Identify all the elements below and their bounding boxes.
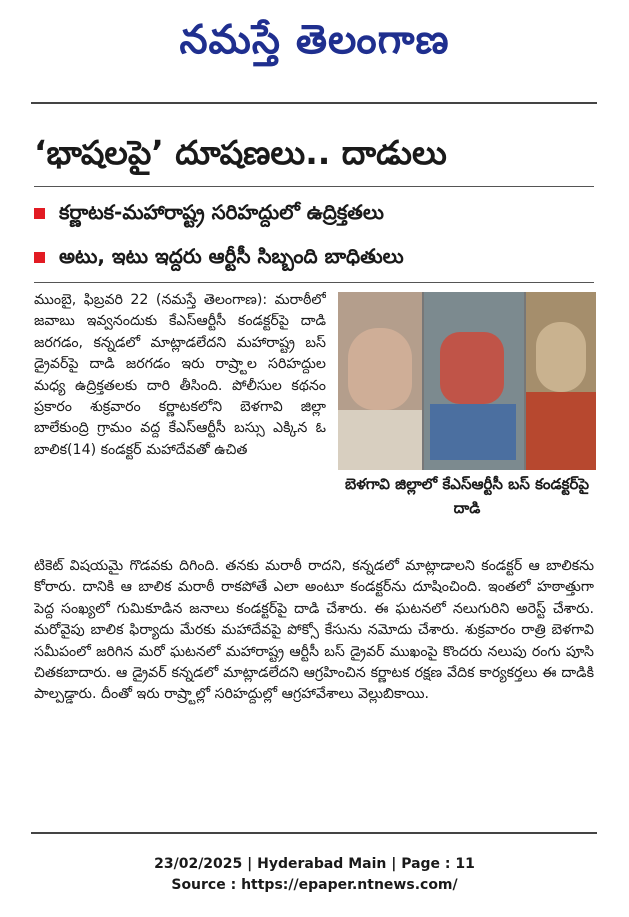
page-footer (0, 854, 629, 896)
divider (34, 186, 594, 187)
subhead-1 (34, 194, 594, 230)
photo-panel-assault (424, 292, 524, 470)
photo-panel-conductor (338, 292, 422, 470)
subhead-2 (34, 238, 594, 274)
footer-source-line: Source : https://epaper.ntnews.com/ (171, 877, 458, 893)
bullet-icon (34, 252, 45, 263)
photo-panel-crowd (526, 292, 596, 470)
divider (34, 282, 594, 283)
article-body-column: ముంబై, ఫిబ్రవరి 22 (నమస్తే తెలంగాణ): మరాఠీలో జవాబు ఇవ్వనందుకు కేఎస్‌ఆర్టీసీ కండక్టర్‌పై దాడి జరగడం, కన్నడలో మాట్లాడలేదని మహారాష్ట్ర బస్ డ్రైవర్‌పై దాడి జరగడం ఇరు రాష్ర్టాల సరిహద్దుల మధ్య ఉద్రిక్తతలకు దారి తీసింది. పోలీసుల కథనం ప్రకారం శుక్రవారం కర్ణాటకలోని బెళగావి జిల్లా బాలేకుంద్రి గ్రామం వద్ద కేఎస్‌ఆర్టీసీ బస్సు ఎక్కిన ఓ బాలిక(14) కండక్టర్ మహాదేవతో ఉచిత (34, 292, 326, 458)
footer-edition-line: 23/02/2025 | Hyderabad Main | Page : 11 (154, 856, 475, 872)
subhead-text: అటు, ఇటు ఇద్దరు ఆర్టీసీ సిబ్బంది బాధితులు (59, 244, 404, 268)
subhead-text: కర్ణాటక-మహారాష్ట్ర సరిహద్దులో ఉద్రిక్తతలు (59, 200, 384, 224)
bullet-icon (34, 208, 45, 219)
article-headline: ‘భాషలపై’ దూషణలు.. దాడులు (34, 133, 447, 172)
article-body-full: టికెట్ విషయమై గొడవకు దిగింది. తనకు మరాఠీ రాదని, కన్నడలో మాట్లాడాలని కండక్టర్ ఆ బాలికను కోరారు. దానికి ఆ బాలిక మరాఠీ రాకపోతే ఎలా అంటూ కండక్టర్‌ను దూషించింది. ఇంతలో హఠాత్తుగా పెద్ద సంఖ్యలో గుమికూడిన జనాలు కండక్టర్‌పై దాడి చేశారు. ఈ ఘటనలో నలుగురిని అరెస్ట్ చేశారు. మరోవైపు బాలిక ఫిర్యాదు మేరకు మహాదేవపై పోక్సో కేసును నమోదు చేశారు. శుక్రవారం రాత్రి బెళగావి సమీపంలో జరిగిన మరో ఘటనలో మహారాష్ట్ర ఆర్టీసీ బస్ డ్రైవర్ ముఖంపై కొందరు నలుపు రంగు పూసి చితకబాదారు. ఆ డ్రైవర్ కన్నడలో మాట్లాడలేదని ఆగ్రహించిన కర్ణాటక రక్షణ వేదిక కార్యకర్తలు ఈ దాడికి పాల్పడ్డారు. దీంతో ఇరు రాష్ర్టాల్లో సరిహద్దుల్లో ఆగ్రహావేశాలు వెల్లుబికాయి. (34, 558, 594, 703)
masthead-title: నమస్తే తెలంగాణ (179, 16, 450, 63)
article-photo (338, 292, 596, 470)
photo-caption: బెళగావి జిల్లాలో కేఎస్‌ఆర్టీసీ బస్ కండక్టర్‌పై దాడి (344, 475, 590, 517)
